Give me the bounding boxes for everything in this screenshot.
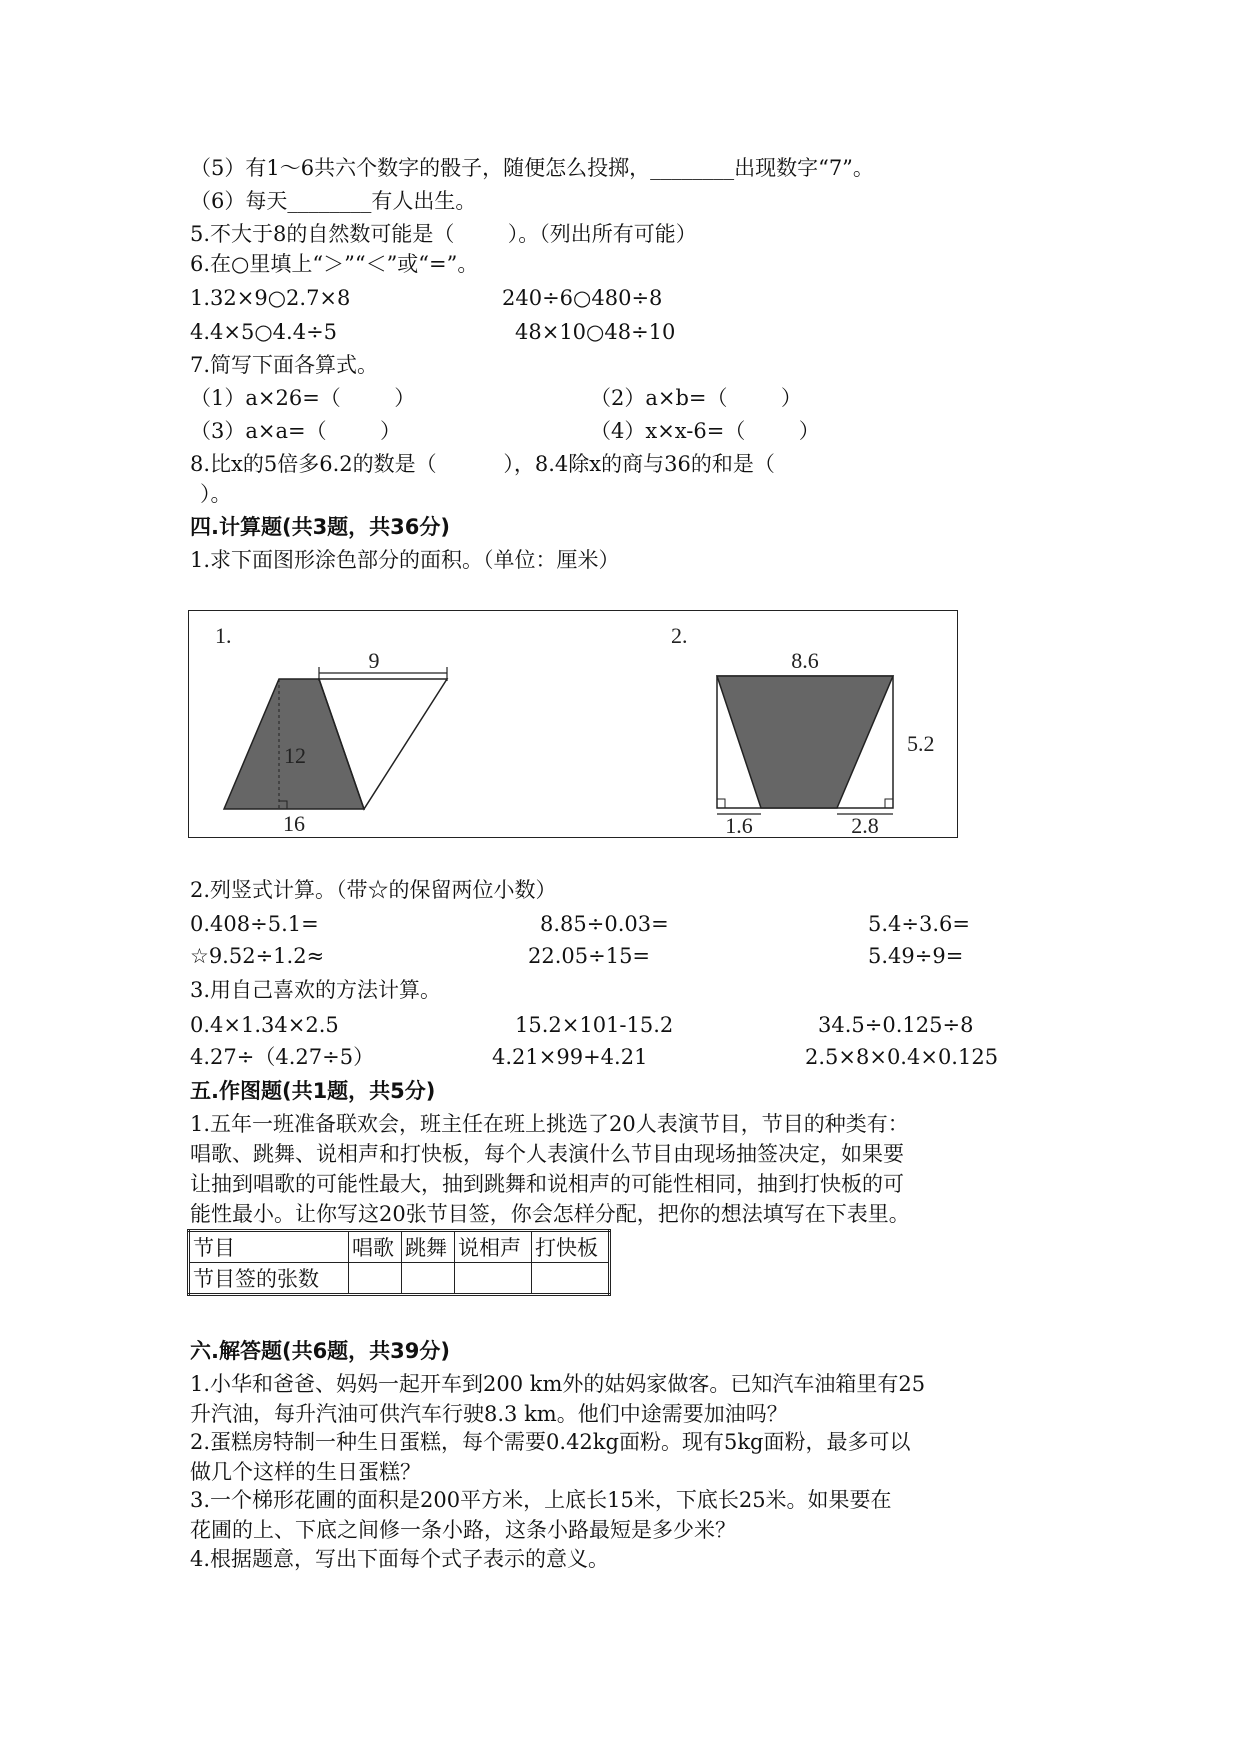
fig1-height-label: 12	[284, 743, 306, 768]
table-row	[189, 1263, 610, 1295]
answer-cell[interactable]	[532, 1263, 610, 1295]
shorthand-item: （2）a×b=（ ）	[590, 386, 802, 410]
section-heading-4: 四.计算题(共3题，共36分)	[190, 515, 451, 539]
table-header-cell: 唱歌	[349, 1231, 402, 1263]
question-8: 8.比x的5倍多6.2的数是（ ），8.4除x的商与36的和是（	[190, 452, 775, 476]
question-6: 6.在○里填上“＞”“＜”或“=”。	[190, 252, 479, 276]
drawing-question-line: 让抽到唱歌的可能性最大，抽到跳舞和说相声的可能性相同，抽到打快板的可	[190, 1172, 904, 1196]
fig2-right-angle-right	[885, 799, 893, 808]
answer-question-line: 3.一个梯形花圃的面积是200平方米，上底长15米，下底长25米。如果要在	[190, 1488, 892, 1512]
vertical-calc-item: 22.05÷15=	[528, 944, 651, 968]
question-4-6: （6）每天________有人出生。	[190, 189, 477, 213]
program-table	[187, 1229, 611, 1296]
fig2-right-gap-label: 2.8	[851, 813, 879, 838]
mental-calc-item: 4.21×99+4.21	[492, 1045, 648, 1069]
table-header-cell: 节目	[189, 1231, 349, 1263]
table-header-cell: 跳舞	[402, 1231, 455, 1263]
answer-cell[interactable]	[402, 1263, 455, 1295]
answer-question-line: 花圃的上、下底之间修一条小路，这条小路最短是多少米？	[190, 1518, 736, 1542]
section-heading-6: 六.解答题(共6题，共39分)	[190, 1339, 451, 1363]
compare-item: 1.32×9○2.7×8	[190, 286, 351, 310]
question-5: 5.不大于8的自然数可能是（ ）。（列出所有可能）	[190, 222, 697, 246]
question-4-5: （5）有1～6共六个数字的骰子，随便怎么投掷，________出现数字“7”。	[190, 156, 874, 180]
calc-question-2: 2.列竖式计算。（带☆的保留两位小数）	[190, 878, 557, 902]
drawing-question-line: 1.五年一班准备联欢会，班主任在班上挑选了20人表演节目，节目的种类有：	[190, 1112, 909, 1136]
figure-panel	[188, 610, 958, 838]
fig2-top-label: 8.6	[791, 648, 819, 673]
vertical-calc-item: 5.49÷9=	[868, 944, 964, 968]
fig2-left-gap-label: 1.6	[725, 813, 753, 838]
mental-calc-item: 15.2×101-15.2	[515, 1013, 674, 1037]
fig2-label: 2.	[671, 623, 688, 648]
vertical-calc-item: 0.408÷5.1=	[190, 912, 319, 936]
mental-calc-item: 2.5×8×0.4×0.125	[805, 1045, 999, 1069]
mental-calc-item: 34.5÷0.125÷8	[818, 1013, 974, 1037]
drawing-question-line: 唱歌、跳舞、说相声和打快板，每个人表演什么节目由现场抽签决定，如果要	[190, 1142, 904, 1166]
answer-cell[interactable]	[455, 1263, 532, 1295]
answer-question-line: 2.蛋糕房特制一种生日蛋糕，每个需要0.42kg面粉。现有5kg面粉，最多可以	[190, 1430, 911, 1454]
question-8-cont: ）。	[200, 482, 232, 506]
fig1-bottom-label: 16	[283, 811, 305, 836]
fig2-right-angle-left	[717, 799, 725, 808]
compare-item: 240÷6○480÷8	[502, 286, 663, 310]
table-row	[189, 1231, 610, 1263]
answer-question-line: 升汽油，每升汽油可供汽车行驶8.3 km。他们中途需要加油吗？	[190, 1402, 788, 1426]
table-header-cell: 打快板	[532, 1231, 610, 1263]
shorthand-item: （1）a×26=（ ）	[190, 386, 416, 410]
vertical-calc-item: 8.85÷0.03=	[540, 912, 669, 936]
calc-question-3: 3.用自己喜欢的方法计算。	[190, 978, 442, 1002]
answer-question-line: 1.小华和爸爸、妈妈一起开车到200 km外的姑妈家做客。已知汽车油箱里有25	[190, 1372, 926, 1396]
shorthand-item: （3）a×a=（ ）	[190, 419, 401, 443]
fig2-shaded-trapezoid	[717, 676, 893, 808]
compare-item: 4.4×5○4.4÷5	[190, 320, 338, 344]
question-7: 7.简写下面各算式。	[190, 353, 379, 377]
drawing-question-line: 能性最小。让你写这20张节目签，你会怎样分配，把你的想法填写在下表里。	[190, 1202, 910, 1226]
vertical-calc-item: ☆9.52÷1.2≈	[190, 944, 325, 968]
shorthand-item: （4）x×x-6=（ ）	[590, 419, 820, 443]
figure-svg	[189, 611, 959, 839]
answer-cell[interactable]	[349, 1263, 402, 1295]
fig2-right-label: 5.2	[907, 731, 935, 756]
table-header-cell: 说相声	[455, 1231, 532, 1263]
mental-calc-item: 4.27÷（4.27÷5）	[190, 1045, 375, 1069]
calc-question-1: 1.求下面图形涂色部分的面积。（单位：厘米）	[190, 548, 620, 572]
answer-question-line: 做几个这样的生日蛋糕？	[190, 1460, 421, 1484]
vertical-calc-item: 5.4÷3.6=	[868, 912, 970, 936]
section-heading-5: 五.作图题(共1题，共5分)	[190, 1079, 436, 1103]
fig1-label: 1.	[215, 623, 232, 648]
compare-item: 48×10○48÷10	[515, 320, 676, 344]
fig1-top-label: 9	[368, 648, 380, 673]
table-row-label: 节目签的张数	[189, 1263, 349, 1295]
mental-calc-item: 0.4×1.34×2.5	[190, 1013, 339, 1037]
answer-question-line: 4.根据题意，写出下面每个式子表示的意义。	[190, 1547, 610, 1571]
